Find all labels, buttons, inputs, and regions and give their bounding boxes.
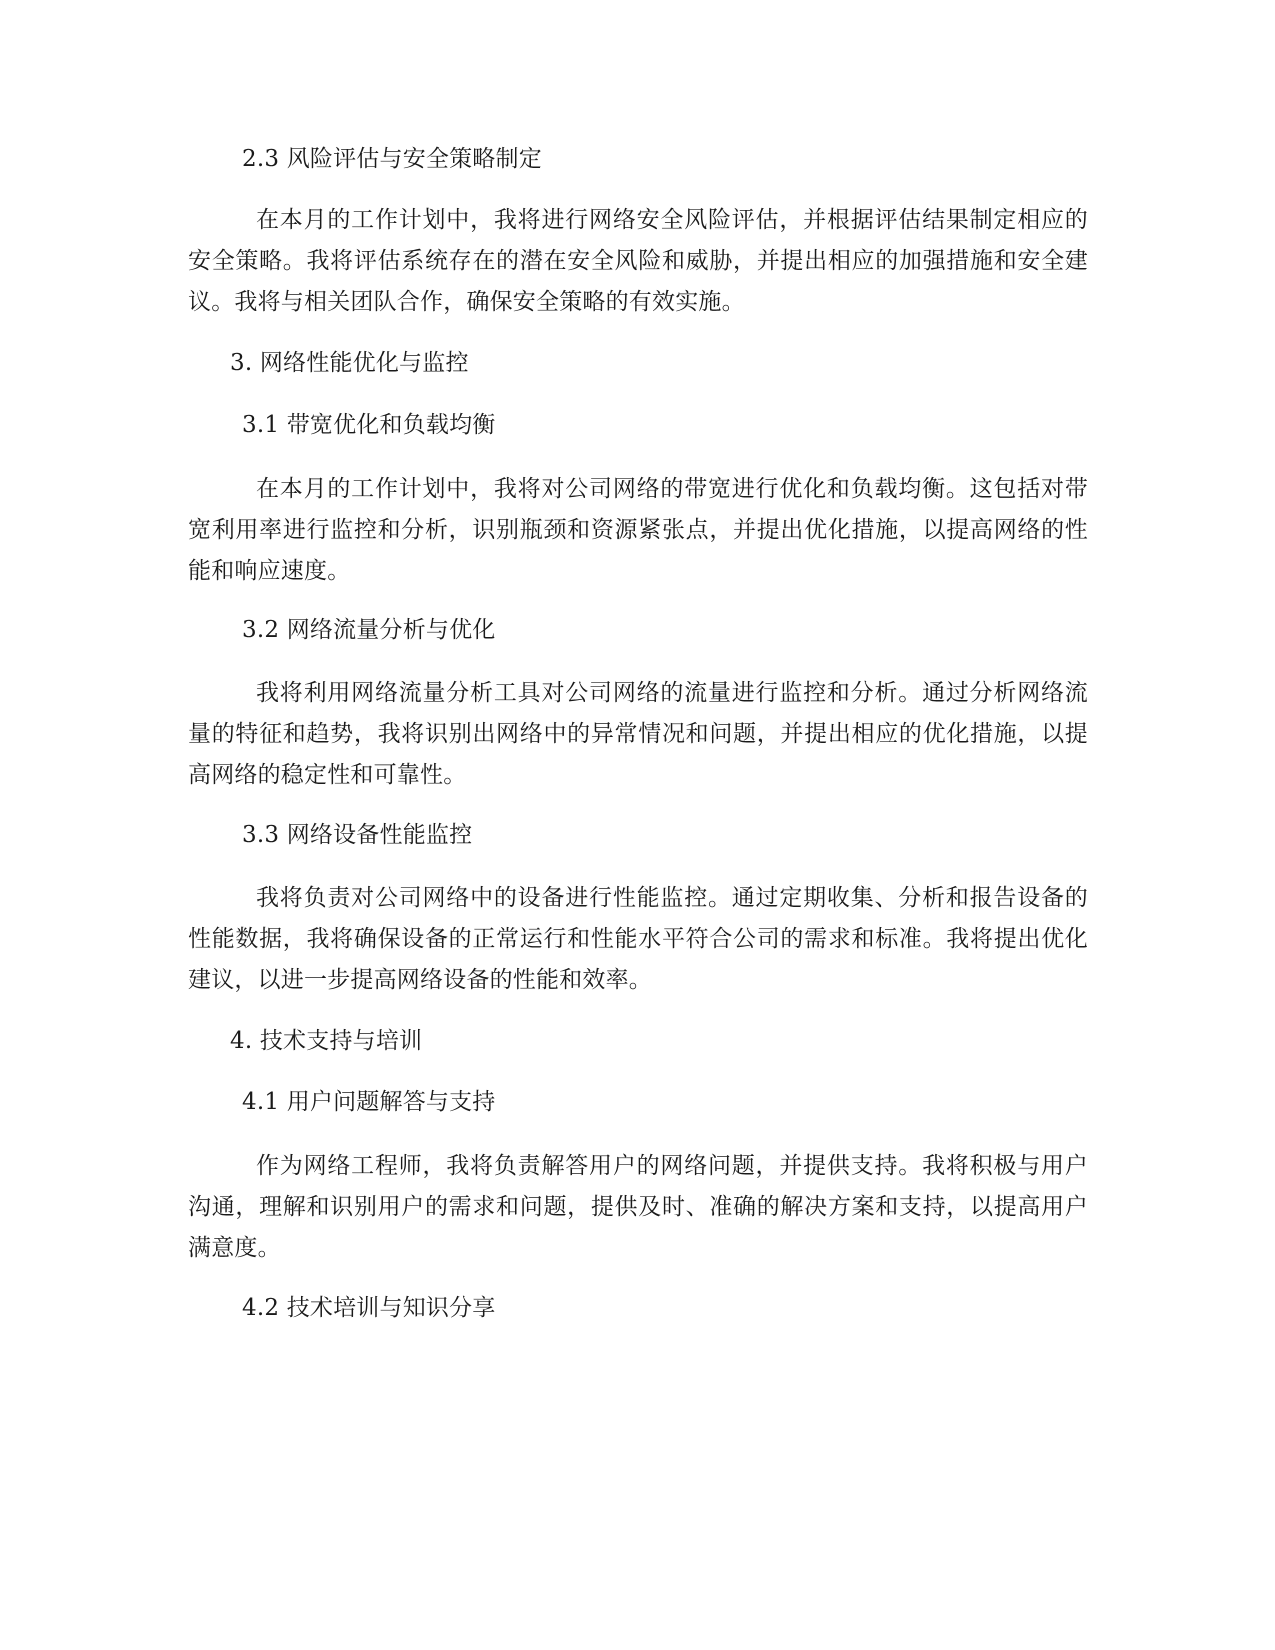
paragraph-4-1: 作为网络工程师，我将负责解答用户的网络问题，并提供支持。我将积极与用户沟通，理解和识别用户的需求和问题，提供及时、准确的解决方案和支持，以提高用户满意度。 [188, 1153, 1088, 1261]
section-heading-4: 4. 技术支持与培训 [230, 1028, 423, 1054]
paragraph-3-3: 我将负责对公司网络中的设备进行性能监控。通过定期收集、分析和报告设备的性能数据，我将确保设备的正常运行和性能水平符合公司的需求和标准。我将提出优化建议，以进一步提高网络设备的性能和效率。 [188, 885, 1088, 993]
section-heading-4-1: 4.1 用户问题解答与支持 [242, 1089, 496, 1115]
section-heading-4-2: 4.2 技术培训与知识分享 [242, 1295, 496, 1321]
section-heading-3-2: 3.2 网络流量分析与优化 [242, 617, 496, 643]
section-heading-3-3: 3.3 网络设备性能监控 [242, 822, 473, 848]
section-heading-3: 3. 网络性能优化与监控 [230, 350, 469, 376]
paragraph-3-1: 在本月的工作计划中，我将对公司网络的带宽进行优化和负载均衡。这包括对带宽利用率进行监控和分析，识别瓶颈和资源紧张点，并提出优化措施，以提高网络的性能和响应速度。 [188, 476, 1088, 584]
section-heading-2-3: 2.3 风险评估与安全策略制定 [242, 146, 542, 172]
paragraph-2-3: 在本月的工作计划中，我将进行网络安全风险评估，并根据评估结果制定相应的安全策略。我将评估系统存在的潜在安全风险和威胁，并提出相应的加强措施和安全建议。我将与相关团队合作，确保安全策略的有效实施。 [188, 207, 1088, 315]
section-heading-3-1: 3.1 带宽优化和负载均衡 [242, 412, 496, 438]
paragraph-3-2: 我将利用网络流量分析工具对公司网络的流量进行监控和分析。通过分析网络流量的特征和趋势，我将识别出网络中的异常情况和问题，并提出相应的优化措施，以提高网络的稳定性和可靠性。 [188, 680, 1088, 788]
